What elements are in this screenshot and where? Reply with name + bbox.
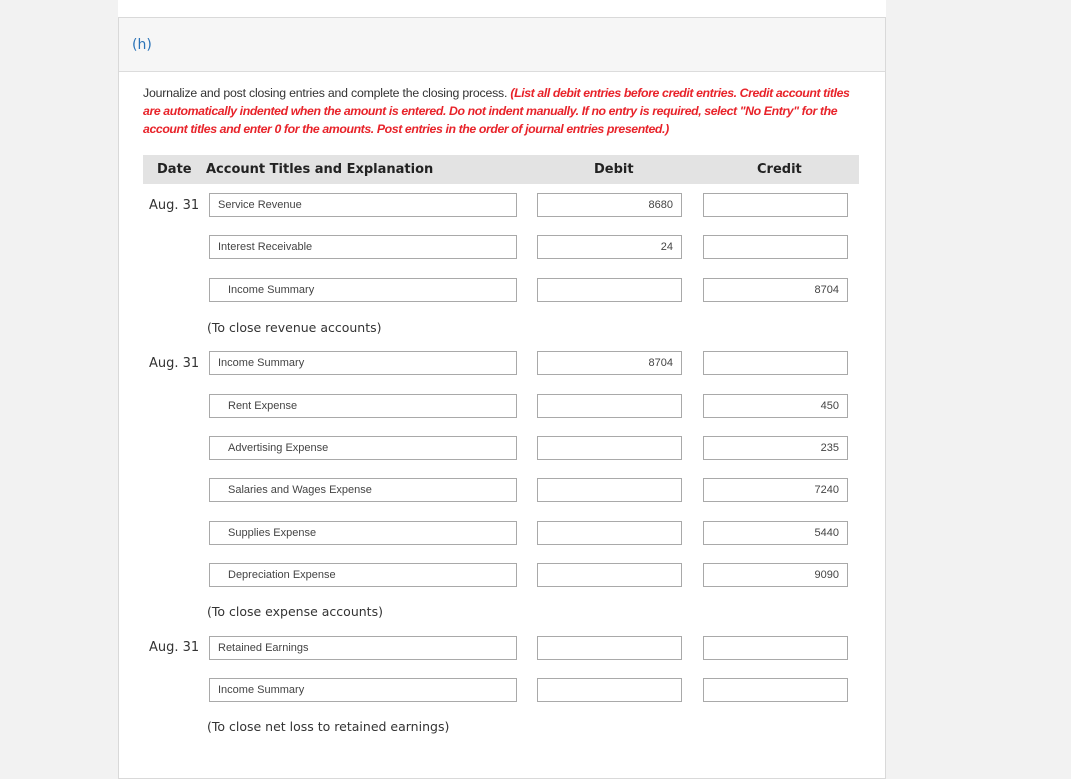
credit-field[interactable] <box>703 193 848 217</box>
credit-field[interactable]: 7240 <box>703 478 848 502</box>
account-title-field[interactable]: Retained Earnings <box>209 636 517 660</box>
part-label: (h) <box>132 37 152 53</box>
account-title-field[interactable]: Income Summary <box>209 351 517 375</box>
account-title-field[interactable]: Rent Expense <box>209 394 517 418</box>
credit-field[interactable] <box>703 636 848 660</box>
entry-date: Aug. 31 <box>149 640 200 655</box>
credit-field[interactable] <box>703 678 848 702</box>
question-card <box>118 17 886 779</box>
credit-field[interactable] <box>703 351 848 375</box>
account-title-field[interactable]: Advertising Expense <box>209 436 517 460</box>
account-title-field[interactable]: Depreciation Expense <box>209 563 517 587</box>
debit-field[interactable]: 8680 <box>537 193 682 217</box>
account-title-field[interactable]: Income Summary <box>209 278 517 302</box>
instructions-emphasis: (List all debit entries before credit entries. Credit account titles are automatically indented when the amount is entered. Do not indent manually. If no entry is required, select "No Entry" for the account titles and enter 0 for the amounts. Post entries in the order of journal entries presented.) <box>143 86 850 136</box>
debit-field[interactable] <box>537 478 682 502</box>
account-title-field[interactable]: Supplies Expense <box>209 521 517 545</box>
debit-field[interactable] <box>537 394 682 418</box>
instructions-text: Journalize and post closing entries and complete the closing process. <box>143 86 511 100</box>
entry-explanation: (To close revenue accounts) <box>207 320 382 335</box>
debit-field[interactable]: 8704 <box>537 351 682 375</box>
account-title-field[interactable]: Service Revenue <box>209 193 517 217</box>
debit-field[interactable]: 24 <box>537 235 682 259</box>
header-account: Account Titles and Explanation <box>206 162 434 177</box>
top-strip <box>118 0 886 17</box>
header-date: Date <box>157 162 192 177</box>
debit-field[interactable] <box>537 436 682 460</box>
entry-explanation: (To close expense accounts) <box>207 604 383 619</box>
debit-field[interactable] <box>537 521 682 545</box>
entry-date: Aug. 31 <box>149 198 200 213</box>
part-header <box>119 18 885 72</box>
entry-explanation: (To close net loss to retained earnings) <box>207 719 450 734</box>
credit-field[interactable] <box>703 235 848 259</box>
header-debit: Debit <box>594 162 634 177</box>
credit-field[interactable]: 235 <box>703 436 848 460</box>
debit-field[interactable] <box>537 563 682 587</box>
header-credit: Credit <box>757 162 802 177</box>
debit-field[interactable] <box>537 678 682 702</box>
debit-field[interactable] <box>537 636 682 660</box>
debit-field[interactable] <box>537 278 682 302</box>
credit-field[interactable]: 5440 <box>703 521 848 545</box>
account-title-field[interactable]: Income Summary <box>209 678 517 702</box>
instructions <box>143 84 855 138</box>
entry-date: Aug. 31 <box>149 356 200 371</box>
credit-field[interactable]: 8704 <box>703 278 848 302</box>
account-title-field[interactable]: Salaries and Wages Expense <box>209 478 517 502</box>
credit-field[interactable]: 450 <box>703 394 848 418</box>
journal-table-header <box>143 155 859 184</box>
account-title-field[interactable]: Interest Receivable <box>209 235 517 259</box>
credit-field[interactable]: 9090 <box>703 563 848 587</box>
